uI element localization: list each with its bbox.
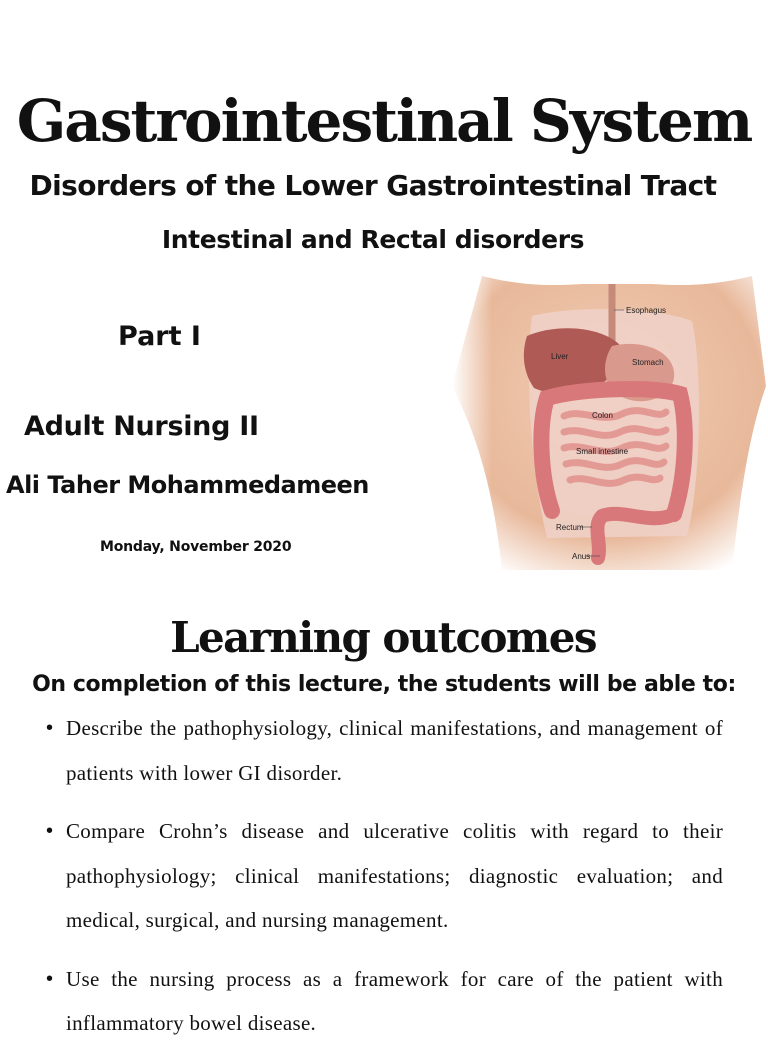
outcome-item (66, 809, 723, 943)
learning-outcomes-intro: On completion of this lecture, the students will be able to: (32, 672, 736, 697)
course-name: Adult Nursing II (24, 411, 259, 442)
digestive-system-svg (452, 276, 766, 570)
page-subtitle-secondary: Intestinal and Rectal disorders (161, 225, 585, 254)
label-small-intestine: Small intestine (576, 447, 629, 456)
label-esophagus: Esophagus (626, 306, 667, 315)
label-colon: Colon (592, 411, 613, 420)
outcome-text: Use the nursing process as a framework for care of the patient with inflammatory bowel disease. (66, 966, 723, 1035)
outcome-item (66, 706, 723, 795)
outcome-text: Describe the pathophysiology, clinical manifestations, and management of patients with lower GI disorder. (66, 716, 723, 785)
label-stomach: Stomach (632, 358, 664, 367)
page-title: Gastrointestinal System (16, 87, 752, 155)
digestive-system-illustration (452, 276, 766, 570)
outcome-item (66, 957, 723, 1046)
author-name: Ali Taher Mohammedameen (6, 471, 369, 499)
lecture-date: Monday, November 2020 (100, 539, 292, 555)
learning-outcomes-list (66, 706, 723, 1060)
label-liver: Liver (551, 352, 569, 361)
page-subtitle: Disorders of the Lower Gastrointestinal Tract (29, 169, 717, 202)
label-rectum: Rectum (556, 523, 584, 532)
learning-outcomes-title: Learning outcomes (170, 613, 596, 662)
outcome-text: Compare Crohn’s disease and ulcerative colitis with regard to their pathophysiology; clinical manifestations; diagnostic evaluation; and medical, surgical, and nursing management. (66, 819, 723, 932)
label-anus: Anus (572, 552, 591, 561)
part-label: Part I (118, 321, 201, 352)
